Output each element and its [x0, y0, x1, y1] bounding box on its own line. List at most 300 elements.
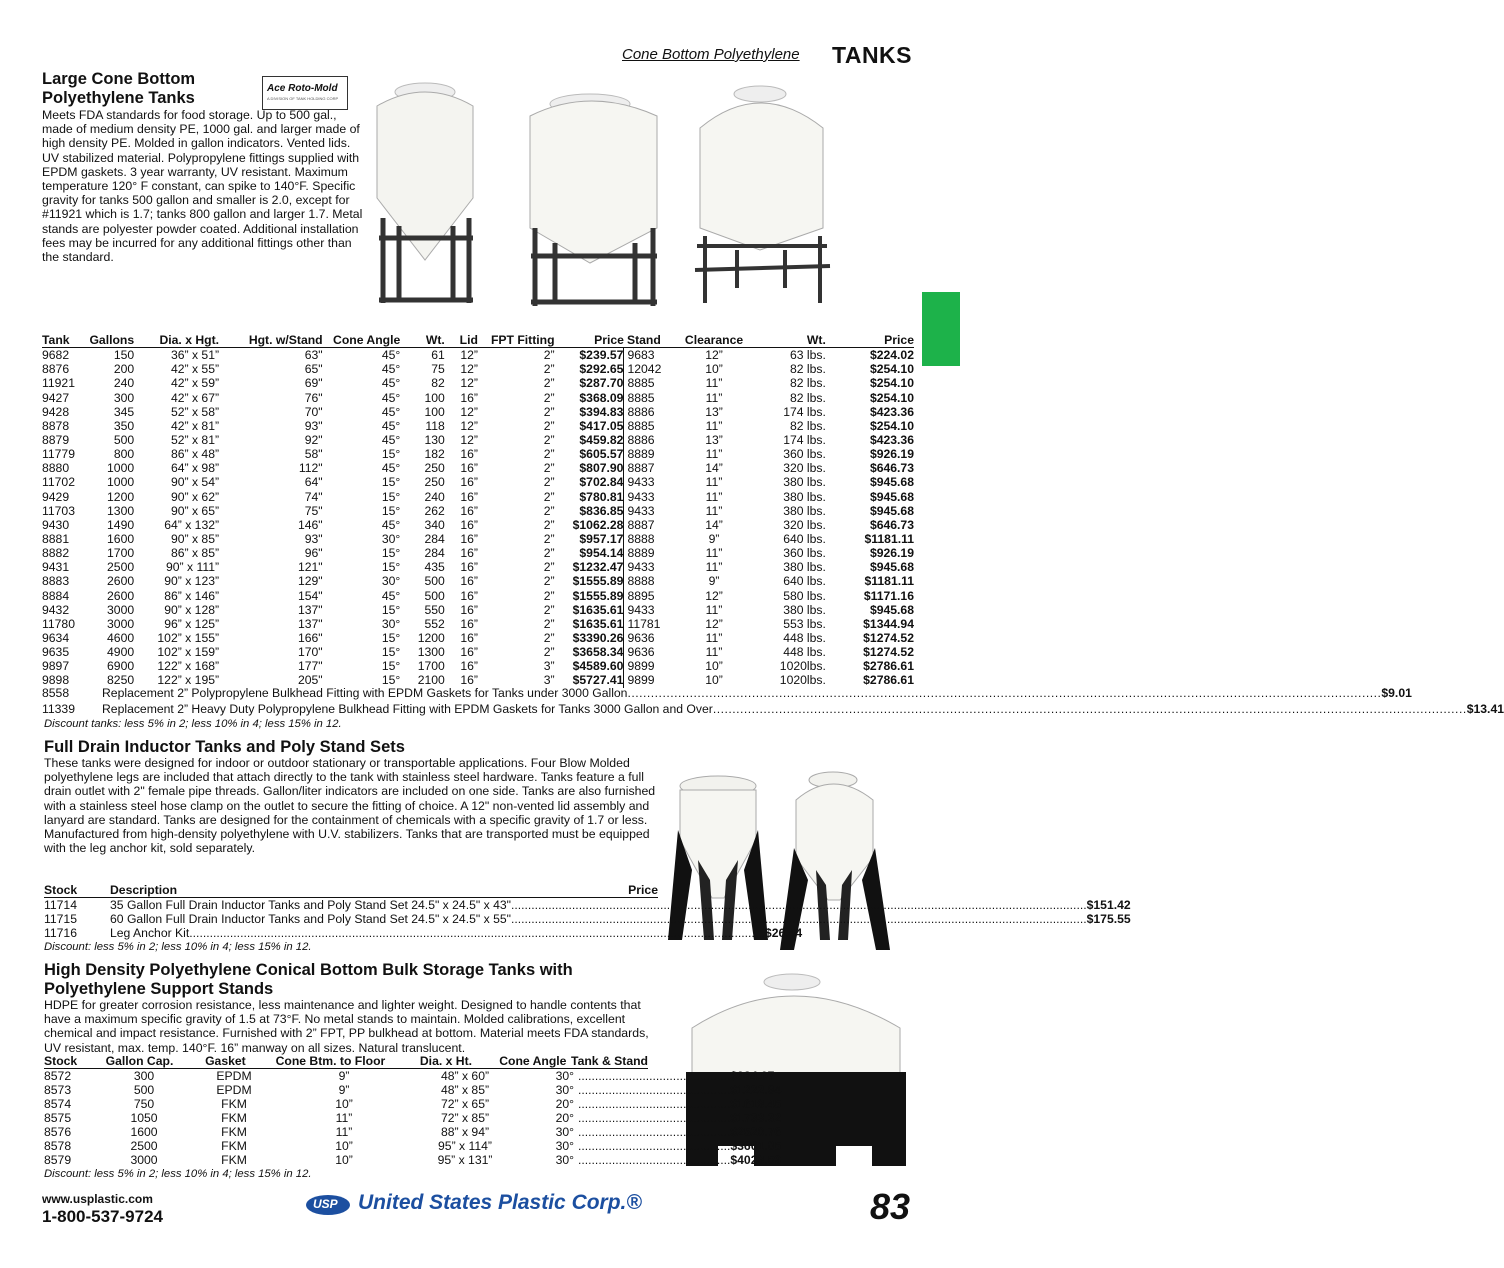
- table-cell: 16”: [460, 631, 478, 646]
- col-wt: Wt.: [400, 333, 445, 348]
- table-row: [42, 659, 914, 673]
- table-cell: 8889: [624, 546, 681, 560]
- table-cell: 20°: [555, 1111, 574, 1125]
- table-cell: 11779: [42, 447, 75, 462]
- table-row: [42, 589, 914, 603]
- row-price: $3601.05: [730, 1139, 782, 1153]
- table-cell: 9897: [42, 659, 70, 674]
- table-cell: 345: [113, 404, 135, 419]
- table-cell: 1600: [130, 1125, 158, 1139]
- table-cell: 8573: [44, 1083, 72, 1097]
- table-cell: 284: [424, 532, 445, 547]
- table-cell: 1300: [417, 645, 445, 660]
- section3-title-line1: High Density Polyethylene Conical Bottom Bulk Storage Tanks with: [44, 961, 573, 979]
- table-cell: 9635: [42, 645, 70, 660]
- table-cell: $417.05: [579, 418, 624, 433]
- table-cell: 360 lbs.: [783, 546, 826, 561]
- table-cell: 8888: [624, 574, 681, 588]
- accessory-price: $13.41: [1466, 702, 1504, 716]
- table-cell: 12042: [624, 362, 681, 376]
- table-cell: 8876: [42, 362, 70, 377]
- table-cell: 11”: [335, 1111, 353, 1125]
- table-cell: 2”: [543, 645, 555, 660]
- row-price: $1222.94: [730, 1083, 782, 1097]
- table-cell: 11921: [42, 376, 75, 391]
- col-description: Description: [110, 883, 178, 897]
- table-cell: 9432: [42, 602, 70, 617]
- table-cell: $224.02: [869, 348, 914, 363]
- table-cell: 2”: [543, 404, 555, 419]
- ace-roto-mold-logo: [262, 76, 348, 110]
- table-cell: 3000: [130, 1153, 158, 1167]
- table-cell: 75: [431, 362, 445, 377]
- table-cell: 16”: [460, 475, 478, 490]
- table-cell: 9683: [624, 348, 681, 363]
- table-cell: 16”: [460, 645, 478, 660]
- table-cell: 10”: [705, 673, 723, 688]
- table-cell: 16”: [460, 673, 478, 688]
- table-cell: $1555.89: [572, 574, 624, 589]
- table-cell: 154": [297, 588, 323, 603]
- table-row: [42, 518, 914, 532]
- table-cell: 300: [113, 390, 135, 405]
- col-stand-wt: Wt.: [747, 333, 826, 348]
- table-cell: 75": [304, 503, 323, 518]
- table-cell: 2”: [543, 461, 555, 476]
- table-cell: 2600: [107, 588, 135, 603]
- table-cell: 129": [297, 574, 323, 589]
- table-cell: $3658.34: [572, 645, 624, 660]
- table-cell: 750: [133, 1097, 155, 1111]
- table-cell: 100: [424, 390, 445, 405]
- table-row: [42, 603, 914, 617]
- col-lid: Lid: [445, 333, 478, 348]
- table-cell: 9428: [42, 404, 70, 419]
- usp-logo: [305, 1194, 351, 1216]
- table-cell: 8887: [624, 461, 681, 475]
- table-cell: $926.19: [869, 447, 914, 462]
- table-cell: 42” x 59”: [170, 376, 220, 391]
- col-gasket: Gasket: [205, 1054, 246, 1068]
- table-cell: 45°: [381, 362, 401, 377]
- table-row: 11715 60 Gallon Full Drain Inductor Tanks and Poly Stand Set 24.5" x 24.5" x 55" .......................................................................................................................................................................... $175.55: [44, 912, 1131, 926]
- table-cell: $945.68: [869, 560, 914, 575]
- table-cell: 500: [133, 1083, 155, 1097]
- table-cell: 350: [113, 418, 135, 433]
- table-row: 8572 300 EPDM 9” 48” x 60” 30° ............................................. $984.07: [44, 1069, 775, 1083]
- table-cell: 8886: [624, 405, 681, 419]
- table-cell: 36” x 51”: [170, 348, 220, 363]
- table-cell: 64": [304, 475, 323, 490]
- table-cell: FKM: [221, 1125, 247, 1139]
- table-cell: 448 lbs.: [783, 631, 826, 646]
- table-cell: $239.57: [579, 348, 624, 363]
- table-cell: 435: [424, 560, 445, 575]
- table-cell: 15°: [381, 447, 401, 462]
- table-cell: 90” x 123”: [164, 574, 220, 589]
- table-cell: 205": [297, 673, 323, 688]
- table-cell: 45°: [381, 376, 401, 391]
- table-cell: 2”: [543, 418, 555, 433]
- table-cell: 82: [431, 376, 445, 391]
- table-cell: 3”: [543, 673, 555, 688]
- section1-discount: Discount tanks: less 5% in 2; less 10% in 4; less 15% in 12.: [44, 718, 342, 730]
- footer-website[interactable]: www.usplastic.com: [42, 1192, 153, 1206]
- table-row: [42, 433, 914, 447]
- table-cell: 320 lbs.: [783, 517, 826, 532]
- table-cell: 4600: [107, 631, 135, 646]
- table-cell: 2500: [130, 1139, 158, 1153]
- table-cell: $1635.61: [572, 616, 624, 631]
- table-cell: 15°: [381, 560, 401, 575]
- table-cell: 16”: [460, 447, 478, 462]
- row-price: $4029.59: [730, 1153, 782, 1167]
- table-cell: 300: [133, 1069, 155, 1083]
- header-title: TANKS: [832, 42, 913, 68]
- table-cell: 380 lbs.: [783, 475, 826, 490]
- row-price: $1733.32: [730, 1111, 782, 1125]
- table-cell: 9”: [708, 574, 720, 589]
- table-cell: $1171.16: [863, 588, 914, 603]
- table-cell: 42” x 55”: [170, 362, 220, 377]
- table-cell: 500: [113, 433, 135, 448]
- table-cell: 30°: [555, 1139, 574, 1153]
- table-cell: 82 lbs.: [789, 362, 826, 377]
- table-cell: 16”: [460, 574, 478, 589]
- table-cell: 12”: [460, 362, 478, 377]
- table-row: [42, 532, 914, 546]
- table-cell: $1555.89: [572, 588, 624, 603]
- table-cell: 102” x 159”: [157, 645, 220, 660]
- table-cell: 92": [304, 433, 323, 448]
- table-cell: 10”: [705, 362, 723, 377]
- row-stock: 11716: [44, 926, 77, 940]
- table-cell: 8889: [624, 447, 681, 461]
- col-stock: Stock: [44, 883, 78, 897]
- table-cell: 2”: [543, 560, 555, 575]
- table-cell: 11”: [335, 1125, 353, 1139]
- table-cell: 12”: [460, 433, 478, 448]
- table-cell: $945.68: [869, 602, 914, 617]
- table-cell: 9430: [42, 517, 70, 532]
- table-row: [42, 475, 914, 489]
- table-cell: 1200: [107, 489, 135, 504]
- col-fpt: FPT Fitting: [478, 333, 555, 348]
- table-cell: 11”: [705, 376, 723, 391]
- table-cell: 2”: [543, 616, 555, 631]
- table-cell: 8575: [44, 1111, 72, 1125]
- table-cell: $254.10: [869, 362, 914, 377]
- table-cell: 9”: [338, 1069, 350, 1083]
- table-cell: 2”: [543, 574, 555, 589]
- table-header-row: [44, 1054, 648, 1069]
- table-cell: 93": [304, 532, 323, 547]
- table-cell: $646.73: [869, 517, 914, 532]
- table-cell: 74": [304, 489, 323, 504]
- table-cell: 8250: [107, 673, 135, 688]
- section1-description: Meets FDA standards for food storage. Up to 500 gal., made of medium density PE, 1000 gal. and larger made of high density PE. Molded in gallon indicators. Vented lids. UV stabilized material. Polypropylene fittings supplied with EPDM gaskets. 3 year warranty, UV resistant. Maximum temperature 120° F constant, can spike to 140°F. Specific gravity for tanks 500 gallon and smaller is 2.0, except for #11921 which is 1.7; tanks 800 gallon and larger 1.7. Metal stands are polyester powder coated. Additional installation fees may be incurred for any additional fittings other than the standard.: [42, 108, 363, 265]
- table-cell: 9433: [624, 490, 681, 504]
- table-cell: 1020lbs.: [779, 659, 826, 674]
- table-cell: 9682: [42, 348, 70, 363]
- table-cell: 8886: [624, 433, 681, 447]
- table-cell: 11”: [705, 503, 723, 518]
- table-row: [42, 645, 914, 659]
- table-cell: 52” x 58”: [170, 404, 220, 419]
- table-cell: 9433: [624, 560, 681, 574]
- col-price: Price: [555, 333, 624, 348]
- table-cell: $807.90: [579, 461, 624, 476]
- table-cell: 96” x 125”: [164, 616, 220, 631]
- table-cell: 1300: [107, 503, 135, 518]
- table-cell: 90” x 62”: [170, 489, 220, 504]
- table-cell: 11781: [624, 617, 681, 631]
- table-cell: 240: [113, 376, 135, 391]
- table-cell: 137": [297, 616, 323, 631]
- table-cell: 15°: [381, 489, 401, 504]
- table-cell: 500: [424, 574, 445, 589]
- table-cell: 8881: [42, 532, 70, 547]
- logo-text: Ace Roto-Mold: [267, 83, 338, 94]
- table-cell: 16”: [460, 503, 478, 518]
- table-row: 11714 35 Gallon Full Drain Inductor Tanks and Poly Stand Set 24.5" x 24.5" x 43" .......................................................................................................................................................................... $151.42: [44, 898, 1131, 912]
- table-cell: 11”: [705, 602, 723, 617]
- table-cell: 12”: [460, 348, 478, 363]
- table-row: [42, 560, 914, 574]
- table-cell: 800: [113, 447, 135, 462]
- table-cell: 8572: [44, 1069, 72, 1083]
- table-cell: 69": [304, 376, 323, 391]
- table-cell: 30°: [555, 1125, 574, 1139]
- table-cell: 121": [297, 560, 323, 575]
- table-cell: $605.57: [579, 447, 624, 462]
- table-cell: $254.10: [869, 376, 914, 391]
- accessory-price: $9.01: [1381, 686, 1412, 700]
- row-price: $26.44: [764, 926, 803, 940]
- table-row: 8576 1600 FKM 11” 88” x 94” 30° ............................................. $2520.76: [44, 1125, 782, 1139]
- table-cell: 63": [304, 348, 323, 363]
- table-row: 8579 3000 FKM 10” 95” x 131” 30° ............................................. $4029.59: [44, 1153, 782, 1167]
- accessory-row: [42, 686, 1412, 700]
- table-row: 8573 500 EPDM 9” 48” x 85” 30° ............................................. $1222.94: [44, 1083, 782, 1097]
- table-cell: 16”: [460, 461, 478, 476]
- table-cell: 1200: [417, 631, 445, 646]
- table-cell: 166": [297, 631, 323, 646]
- row-description: 60 Gallon Full Drain Inductor Tanks and Poly Stand Set 24.5" x 24.5" x 55": [110, 912, 511, 926]
- table-cell: 11”: [705, 489, 723, 504]
- table-cell: 8579: [44, 1153, 72, 1167]
- table-cell: 9431: [42, 560, 70, 575]
- col-cone-angle: Cone Angle: [323, 333, 401, 348]
- table-cell: 10”: [335, 1139, 353, 1153]
- col-tank: Tank: [42, 333, 88, 348]
- table-cell: 12”: [460, 418, 478, 433]
- table-cell: 9”: [338, 1083, 350, 1097]
- table-cell: 96": [304, 546, 323, 561]
- table-cell: 48” x 60”: [440, 1069, 490, 1083]
- table-cell: 16”: [460, 602, 478, 617]
- table-cell: 8576: [44, 1125, 72, 1139]
- table-cell: 15°: [381, 631, 401, 646]
- table-cell: 112": [298, 461, 323, 476]
- table-cell: 70": [304, 404, 323, 419]
- table-cell: $945.68: [869, 503, 914, 518]
- table-cell: 380 lbs.: [783, 602, 826, 617]
- col-stock: Stock: [44, 1054, 78, 1068]
- table-cell: 1000: [107, 461, 135, 476]
- table-cell: 1020lbs.: [779, 673, 826, 688]
- table-cell: 8885: [624, 391, 681, 405]
- table-cell: 11780: [42, 616, 75, 631]
- table-cell: $394.83: [579, 404, 624, 419]
- table-cell: 20°: [555, 1097, 574, 1111]
- table-cell: $1344.94: [863, 616, 914, 631]
- table-cell: 12”: [705, 588, 723, 603]
- table-cell: 45°: [381, 433, 401, 448]
- table-cell: $1274.52: [863, 631, 914, 646]
- table-cell: 250: [424, 461, 445, 476]
- table-cell: 42” x 67”: [170, 390, 220, 405]
- table-cell: 2”: [543, 433, 555, 448]
- table-row: 8575 1050 FKM 11” 72” x 85” 20° ............................................. $1733.32: [44, 1111, 782, 1125]
- col-gallon-cap: Gallon Cap.: [105, 1054, 174, 1068]
- table-cell: 45°: [381, 390, 401, 405]
- table-cell: 95” x 131”: [437, 1153, 493, 1167]
- table-cell: 380 lbs.: [783, 503, 826, 518]
- table-cell: 13”: [705, 433, 723, 448]
- table-cell: 550: [424, 602, 445, 617]
- table-cell: 48” x 85”: [440, 1083, 490, 1097]
- table-cell: 11”: [705, 645, 723, 660]
- table-cell: 8878: [42, 418, 70, 433]
- table-cell: 122” x 195”: [157, 673, 220, 688]
- table-cell: 11”: [705, 447, 723, 462]
- table-cell: $1232.47: [572, 560, 624, 575]
- table-cell: $1274.52: [863, 645, 914, 660]
- section3-title-line2: Polyethylene Support Stands: [44, 980, 274, 998]
- table-row: 11716 Leg Anchor Kit .......................................................................................................................................................................... $26.44: [44, 926, 803, 940]
- table-cell: 10”: [705, 659, 723, 674]
- table-cell: 45°: [381, 588, 401, 603]
- table-cell: 6900: [107, 659, 135, 674]
- table-cell: 182: [424, 447, 445, 462]
- table-cell: 8885: [624, 376, 681, 390]
- table-cell: 122” x 168”: [157, 659, 220, 674]
- row-price: $984.07: [730, 1069, 775, 1083]
- table-header-row: [42, 333, 914, 348]
- table-cell: 1000: [107, 475, 135, 490]
- table-row: 8574 750 FKM 10” 72” x 65” 20° ............................................. $1619.45: [44, 1097, 782, 1111]
- table-header-row: [44, 883, 658, 898]
- table-cell: 16”: [460, 532, 478, 547]
- table-cell: 9”: [708, 532, 720, 547]
- table-row: [42, 348, 914, 363]
- table-cell: 102” x 155”: [157, 631, 220, 646]
- table-cell: 82 lbs.: [789, 418, 826, 433]
- table-cell: 262: [424, 503, 445, 518]
- table-cell: 65": [304, 362, 323, 377]
- table-cell: 3000: [107, 602, 135, 617]
- table-cell: $646.73: [869, 461, 914, 476]
- col-hgt-stand: Hgt. w/Stand: [219, 333, 323, 348]
- table-cell: 8888: [624, 532, 681, 546]
- table-cell: 90” x 128”: [164, 602, 220, 617]
- table-cell: 2”: [543, 447, 555, 462]
- table-row: [42, 490, 914, 504]
- table-cell: 30°: [555, 1083, 574, 1097]
- accessory-row: [42, 702, 1504, 716]
- cone-tank-photos: [365, 78, 925, 330]
- row-price: $151.42: [1086, 898, 1131, 912]
- row-description: Leg Anchor Kit: [110, 926, 190, 940]
- table-cell: 8880: [42, 461, 70, 476]
- table-cell: 15°: [381, 602, 401, 617]
- table-cell: 150: [113, 348, 135, 363]
- table-cell: 13”: [705, 404, 723, 419]
- table-cell: 90” x 65”: [170, 503, 220, 518]
- col-price: Price: [628, 883, 658, 897]
- table-cell: $1062.28: [572, 517, 624, 532]
- table-cell: 2”: [543, 532, 555, 547]
- table-row: [42, 362, 914, 376]
- col-stand: Stand: [624, 333, 681, 348]
- table-cell: 10”: [335, 1097, 353, 1111]
- table-cell: 16”: [460, 616, 478, 631]
- table-cell: 45°: [381, 461, 401, 476]
- table-cell: $1181.11: [864, 574, 914, 589]
- table-row: [42, 376, 914, 390]
- table-cell: 16”: [460, 489, 478, 504]
- footer-company: United States Plastic Corp.®: [358, 1191, 642, 1214]
- accessory-stock: 11339: [42, 702, 75, 716]
- table-cell: 8882: [42, 546, 70, 561]
- table-cell: 9427: [42, 390, 70, 405]
- table-cell: 2”: [543, 503, 555, 518]
- table-cell: 45°: [381, 517, 401, 532]
- table-cell: 200: [113, 362, 135, 377]
- table-cell: 340: [424, 517, 445, 532]
- table-cell: 63 lbs.: [789, 348, 826, 363]
- table-cell: 86” x 85”: [170, 546, 220, 561]
- table-cell: 2”: [543, 546, 555, 561]
- table-cell: 82 lbs.: [789, 390, 826, 405]
- table-cell: 11”: [705, 560, 723, 575]
- table-cell: $292.65: [579, 362, 624, 377]
- table-cell: 1600: [107, 532, 135, 547]
- table-cell: 2”: [543, 348, 555, 363]
- table-cell: 9636: [624, 631, 681, 645]
- table-cell: 11”: [705, 631, 723, 646]
- table-cell: 11”: [705, 390, 723, 405]
- table-cell: 86” x 48”: [170, 447, 220, 462]
- table-cell: 2”: [543, 517, 555, 532]
- table-cell: $945.68: [869, 489, 914, 504]
- table-cell: 90” x 85”: [170, 532, 220, 547]
- col-stand-price: Price: [826, 333, 914, 348]
- table-row: [42, 419, 914, 433]
- table-cell: 2”: [543, 376, 555, 391]
- table-row: [42, 631, 914, 645]
- section2-description: These tanks were designed for indoor or outdoor stationary or transportable applications. Four Blow Molded polyethylene legs are included that attach directly to the tank with stainless steel hardware. Tanks feature a full drain outlet with 2" female pipe threads. Gallon/liter indicators are included on one side. Tanks are also furnished with a stainless steel hose clamp on the outlet to secure the fitting of choice. A 12" non-vented lid assembly and lanyard are standard. Tanks are designed for the containment of chemicals with a specific gravity of 1.7 or less. Manufactured from high-density polyethylene with U.V. stabilizers. Tanks that are transported must be equipped with the leg anchor kit, sold separately.: [44, 756, 656, 856]
- table-cell: 16”: [460, 659, 478, 674]
- table-cell: EPDM: [216, 1083, 252, 1097]
- table-cell: 45°: [381, 348, 401, 363]
- table-cell: 552: [424, 616, 445, 631]
- table-cell: 553 lbs.: [783, 616, 826, 631]
- table-cell: 8885: [624, 419, 681, 433]
- accessory-desc: Replacement 2” Heavy Duty Polypropylene Bulkhead Fitting with EPDM Gaskets for Tanks 3000 Gallon and Over: [102, 702, 713, 716]
- table-cell: 2”: [543, 362, 555, 377]
